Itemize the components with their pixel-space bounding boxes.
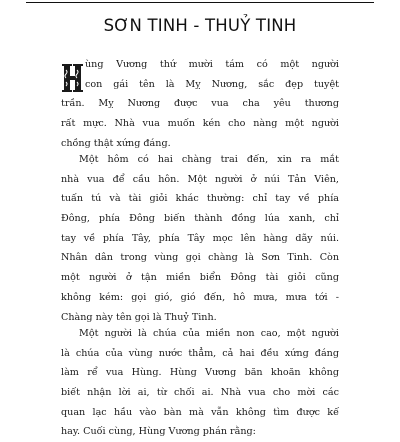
text-line: một người ở tận miền biển Đông tài giỏi cũng (61, 272, 339, 284)
text-line: Đông, phía Đông biến thành đồng lúa xanh, chỉ (61, 213, 339, 225)
text-line: Một hôm có hai chàng trai đến, xin ra mắt (79, 154, 339, 165)
story-title: SƠN TINH - THUỶ TINH (103, 16, 297, 35)
paragraph-1 (61, 55, 339, 153)
top-rule (26, 2, 374, 3)
text-line: tuấn tú và tài giỏi khác thường: chỉ tay về phía (61, 193, 339, 205)
text-line: làm rể vua Hùng. Hùng Vương băn khoăn không (61, 367, 339, 379)
paragraph-3 (61, 324, 339, 442)
text-line: Chàng này tên gọi là Thuỷ Tinh. (61, 311, 217, 323)
text-line: không kém: gọi gió, gió đến, hô mưa, mưa tới - (61, 291, 339, 303)
text-line: ùng Vương thứ mười tám có một người (85, 59, 339, 70)
text-line: rất mực. Nhà vua muốn kén cho nàng một người (61, 118, 339, 130)
text-line: biết nhận lời ai, từ chối ai. Nhà vua cho mời các (61, 387, 339, 399)
text-line: quan lạc hầu vào bàn mà vẫn không tìm được kế (61, 406, 339, 418)
text-line: nhà vua để cầu hôn. Một người ở núi Tản Viên, (61, 173, 339, 185)
paragraph-2 (61, 150, 339, 327)
text-line: chồng thật xứng đáng. (61, 137, 171, 149)
text-line: tay về phía Tây, phía Tây mọc lên hàng dãy núi. (61, 232, 339, 244)
text-line: là chúa của vùng nước thẳm, cả hai đều xứng đáng (61, 347, 339, 359)
text-line: Nhân dân trong vùng gọi chàng là Sơn Tinh. Còn (61, 252, 339, 264)
text-line: hay. Cuối cùng, Hùng Vương phán rằng: (61, 426, 256, 438)
text-line: trần. Mỵ Nương được vua cha yêu thương (61, 98, 339, 110)
text-line: Một người là chúa của miền non cao, một người (79, 328, 339, 339)
text-line: con gái tên là Mỵ Nương, sắc đẹp tuyệt (85, 78, 339, 90)
